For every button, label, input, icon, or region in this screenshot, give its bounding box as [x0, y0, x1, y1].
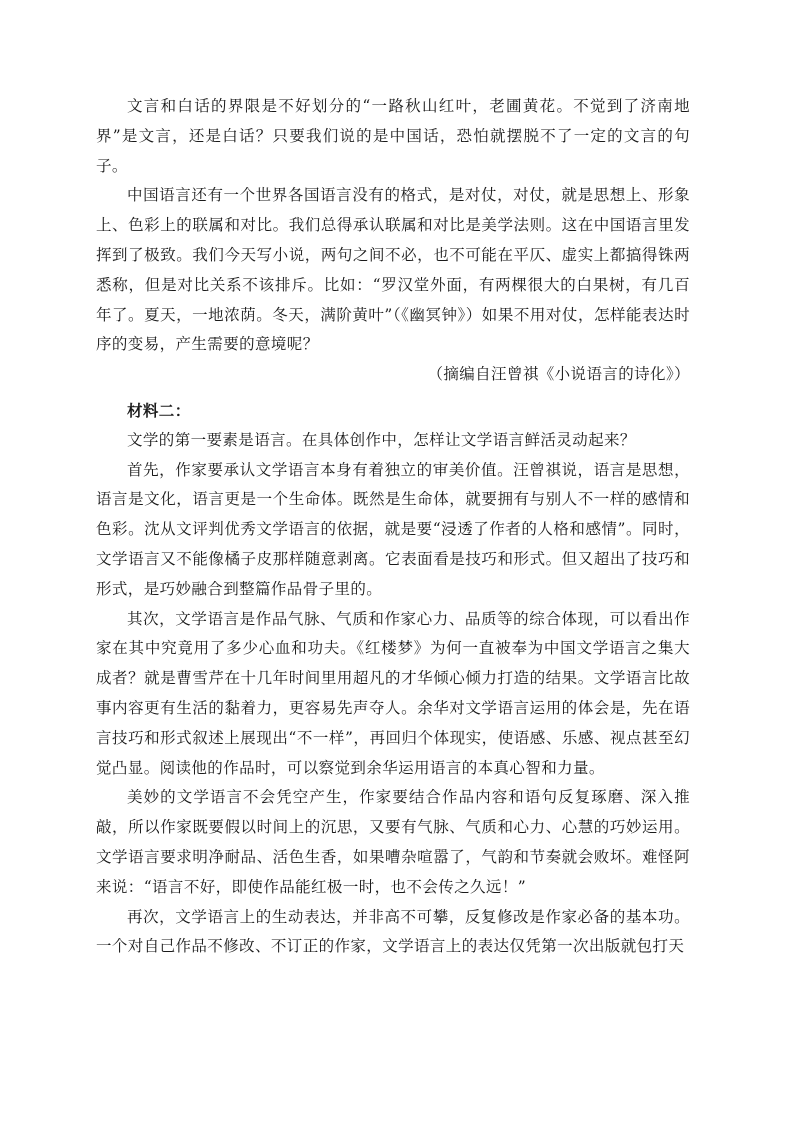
paragraph-first-element: 文学的第一要素是语言。在具体创作中，怎样让文学语言鲜活灵动起来？ — [127, 430, 636, 449]
paragraph-beautiful-language: 美妙的文学语言不会凭空产生，作家要结合作品内容和语句反复琢磨、深入推敲，所以作家既要假以时间上的沉思，又要有气脉、气质和心力、心慧的巧妙运用。文学语言要求明净耐品、活色生香，如果嘈杂喧嚣了，气韵和节奏就会败坏。难怪阿来说：“语言不好，即使作品能红极一时，也不会传之久远！” — [96, 788, 690, 896]
paragraph-classical-vs-vernacular: 文言和白话的界限是不好划分的“一路秋山红叶，老圃黄花。不觉到了济南地界”是文言，还是白话？只要我们说的是中国话，恐怕就摆脱不了一定的文言的句子。 — [96, 97, 690, 175]
paragraph-thirdly: 再次，文学语言上的生动表达，并非高不可攀，反复修改是作家必备的基本功。一个对自己作品不修改、不订正的作家，文学语言上的表达仅凭第一次出版就包打天 — [96, 907, 690, 956]
source-attribution: （摘编自汪曾祺《小说语言的诗化》） — [427, 365, 690, 384]
paragraph-firstly: 首先，作家要承认文学语言本身有着独立的审美价值。汪曾祺说，语言是思想，语言是文化，语言更是一个生命体。既然是生命体，就要拥有与别人不一样的感情和色彩。沈从文评判优秀文学语言的依据，就是要“浸透了作者的人格和感情”。同时，文学语言又不能像橘子皮那样随意剥离。它表面看是技巧和形式。但又超出了技巧和形式，是巧妙融合到整篇作品骨子里的。 — [96, 460, 690, 598]
material-two-heading: 材料二： — [127, 400, 191, 420]
paragraph-parallelism: 中国语言还有一个世界各国语言没有的格式，是对仗，对仗，就是思想上、形象上、色彩上的联属和对比。我们总得承认联属和对比是美学法则。这在中国语言里发挥到了极致。我们今天写小说，两句之间不必，也不可能在平仄、虚实上都搞得铢两悉称，但是对比关系不该排斥。比如：“罗汉堂外面，有两棵很大的白果树，有几百年了。夏天，一地浓荫。冬天，满阶黄叶”（《幽冥钟》）如果不用对仗，怎样能表达时序的变易，产生需要的意境呢？ — [96, 186, 690, 354]
paragraph-secondly: 其次，文学语言是作品气脉、气质和作家心力、品质等的综合体现，可以看出作家在其中究竟用了多少心血和功夫。《红楼梦》为何一直被奉为中国文学语言之集大成者？就是曹雪芹在十几年时间里用超凡的才华倾心倾力打造的结果。文学语言比故事内容更有生活的黏着力，更容易先声夺人。余华对文学语言运用的体会是，先在语言技巧和形式叙述上展现出“不一样”，再回归个体现实，使语感、乐感、视点甚至幻觉凸显。阅读他的作品时，可以察觉到余华运用语言的本真心智和力量。 — [96, 609, 690, 777]
document-page — [96, 92, 690, 962]
